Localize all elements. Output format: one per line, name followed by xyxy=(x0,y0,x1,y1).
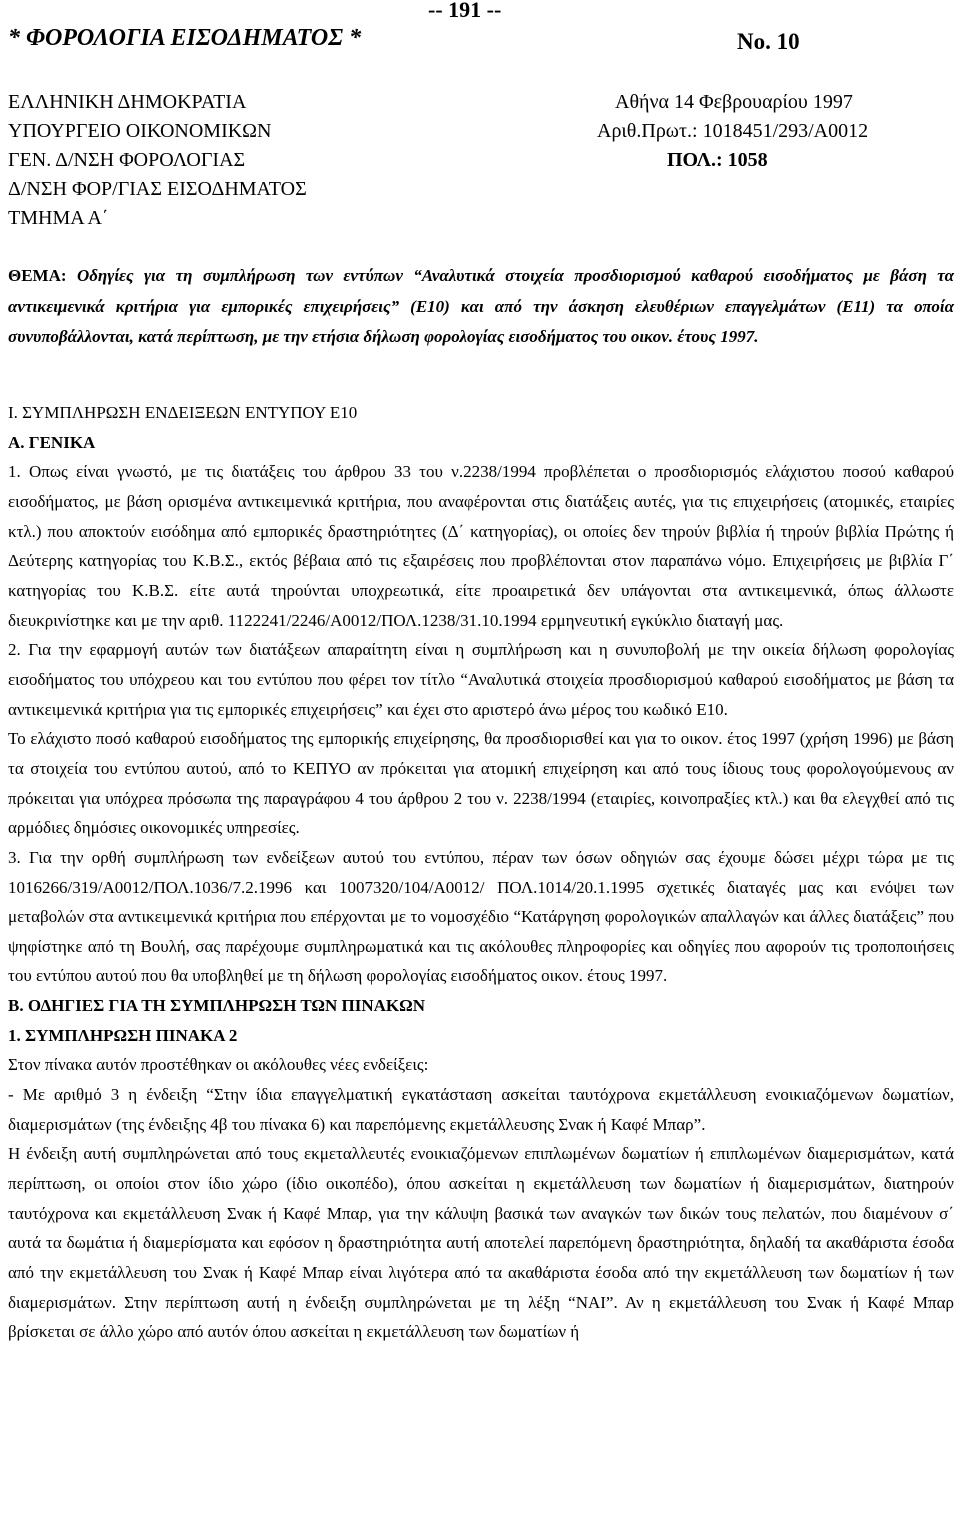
issuer-line: Δ/ΝΣΗ ΦΟΡ/ΓΙΑΣ ΕΙΣΟΔΗΜΑΤΟΣ xyxy=(8,178,307,200)
section-heading: 1. ΣΥΜΠΛΗΡΩΣΗ ΠΙΝΑΚΑ 2 xyxy=(8,1025,238,1045)
section-heading: Ι. ΣΥΜΠΛΗΡΩΣΗ ΕΝΔΕΙΞΕΩΝ ΕΝΤΥΠΟΥ Ε10 xyxy=(8,403,358,422)
page-number: -- 191 -- xyxy=(428,0,502,22)
series-title: * ΦΟΡΟΛΟΓΙΑ ΕΙΣΟΔΗΜΑΤΟΣ * xyxy=(8,25,362,51)
protocol-number: Αριθ.Πρωτ.: 1018451/293/Α0012 xyxy=(597,120,869,142)
subject-text: Οδηγίες για τη συμπλήρωση των εντύπων “Αναλυτικά στοιχεία προσδιορισμού καθαρού εισοδήματος με βάση τα αντικειμενικά κριτήρια για εμπορικές επιχειρήσεις” (Ε10) και από την άσκηση ελευθέριων επαγγελμάτων (Ε11) τα οποία συνυποβάλλονται, κατά περίπτωση, με την ετήσια δήλωση φορολογίας εισοδήματος του οικον. έτους 1997. xyxy=(8,266,954,347)
pol-number: ΠΟΛ.: 1058 xyxy=(667,149,768,171)
document-body xyxy=(8,398,954,1347)
paragraph: 2. Για την εφαρμογή αυτών των διατάξεων απαραίτητη είναι η συμπλήρωση και η συνυποβολή με την οικεία δήλωση φορολογίας εισοδήματος του υπόχρεου και του εντύπου που φέρει τον τίτλο “Αναλυτικά στοιχεία προσδιορισμού καθαρού εισοδήματος με βάση τα αντικειμενικά κριτήρια για τις εμπορικές επιχειρήσεις” και έχει στο αριστερό άνω μέρος του κωδικό Ε10. xyxy=(8,640,954,719)
issuer-line: ΕΛΛΗΝΙΚΗ ΔΗΜΟΚΡΑΤΙΑ xyxy=(8,91,247,113)
paragraph: Στον πίνακα αυτόν προστέθηκαν οι ακόλουθες νέες ενδείξεις: xyxy=(8,1055,429,1075)
paragraph: Η ένδειξη αυτή συμπληρώνεται από τους εκμεταλλευτές ενοικιαζόμενων επιπλωμένων δωματίων ή επιπλωμένων διαμερισμάτων, κατά περίπτωση, οι οποίοι στον ίδιο χώρο (ίδιο οικοπέδο), όπου ασκείται η εκμετάλλευση των δωματίων ή διαμερισμάτων, διατηρούν ταυτόχρονα και εκμετάλλευση Σνακ ή Καφέ Μπαρ, για την κάλυψη βασικά των αναγκών των δικών τους πελατών, που διαμένουν σ΄ αυτά τα δωμάτια ή διαμερίσματα και εφόσον η δραστηριότητα αυτή αποτελεί παρεπόμενη δραστηριότητα, δηλαδή τα ακαθάριστα έσοδα από την εκμετάλλευση του Σνακ ή Καφέ Μπαρ είναι λιγότερα από τα ακαθάριστα έσοδα από την εκμετάλλευση των δωματίων ή των διαμερισμάτων. Στην περίπτωση αυτή η ένδειξη συμπληρώνεται με τη λέξη “ΝΑΙ”. Αν η εκμετάλλευση του Σνακ ή Καφέ Μπαρ βρίσκεται σε άλλο χώρο από αυτόν όπου ασκείται η εκμετάλλευση των δωματίων ή xyxy=(8,1144,954,1342)
paragraph: 3. Για την ορθή συμπλήρωση των ενδείξεων αυτού του εντύπου, πέραν των όσων οδηγιών σας έχουμε δώσει μέχρι τώρα με τις 1016266/319/Α0012/ΠΟΛ.1036/7.2.1996 και 1007320/104/Α0012/ ΠΟΛ.1014/20.1.1995 σχετικές διαταγές μας και ενόψει των μεταβολών στα αντικειμενικά κριτήρια που επέρχονται με το νομοσχέδιο “Κατάργηση φορολογικών απαλλαγών και άλλες διατάξεις” που ψηφίστηκε από τη Βουλή, σας παρέχουμε συμπληρωματικά και τις ακόλουθες πληροφορίες και οδηγίες που αφορούν τις τροποποιήσεις του εντύπου αυτού που θα υποβληθεί με τη δήλωση φορολογίας εισοδήματος οικον. έτους 1997. xyxy=(8,847,954,986)
section-heading: Α. ΓΕΝΙΚΑ xyxy=(8,432,96,452)
subject-label: ΘΕΜΑ: xyxy=(8,266,67,285)
paragraph: 1. Οπως είναι γνωστό, με τις διατάξεις του άρθρου 33 του ν.2238/1994 προβλέπεται ο προσδιορισμός ελάχιστου ποσού καθαρού εισοδήματος, με βάση ορισμένα αντικειμενικά κριτήρια, που αναφέρονται στις διατάξεις αυτές, για τις επιχειρήσεις (ατομικές, εταιρίες κτλ.) που αποκτούν εισόδημα από εμπορικές δραστηριότητες (Δ΄ κατηγορίας), οι οποίες δεν τηρούν βιβλία ή τηρούν βιβλία Πρώτης ή Δεύτερης κατηγορίας του Κ.Β.Σ., εκτός βέβαια από τις εξαιρέσεις που προβλέπονται στον παραπάνω νόμο. Επιχειρήσεις με βιβλία Γ΄ κατηγορίας του Κ.Β.Σ. είτε αυτά τηρούνται υποχρεωτικά, είτε προαιρετικά δεν υπάγονται στα αντικειμενικά, όπως άλλωστε διευκρινίστηκε και με την αριθ. 1122241/2246/Α0012/ΠΟΛ.1238/31.10.1994 ερμηνευτική εγκύκλιο διαταγή μας. xyxy=(8,462,954,630)
issuer-line: ΓΕΝ. Δ/ΝΣΗ ΦΟΡΟΛΟΓΙΑΣ xyxy=(8,149,246,171)
issuer-line: ΤΜΗΜΑ Α΄ xyxy=(8,207,109,229)
subject-paragraph xyxy=(8,261,954,353)
paragraph: - Με αριθμό 3 η ένδειξη “Στην ίδια επαγγελματική εγκατάσταση ασκείται ταυτόχρονα εκμετάλλευση ενοικιαζόμενων δωματίων, διαμερισμάτων (της ένδειξης 4β του πίνακα 6) και παρεπόμενης εκμετάλλευσης Σνακ ή Καφέ Μπαρ”. xyxy=(8,1085,954,1134)
issuer-line: ΥΠΟΥΡΓΕΙΟ ΟΙΚΟΝΟΜΙΚΩΝ xyxy=(8,120,272,142)
document-date: Αθήνα 14 Φεβρουαρίου 1997 xyxy=(615,91,853,113)
issuer-block xyxy=(8,88,307,233)
section-heading: Β. ΟΔΗΓΙΕΣ ΓΙΑ ΤΗ ΣΥΜΠΛΗΡΩΣΗ ΤΩΝ ΠΙΝΑΚΩΝ xyxy=(8,996,426,1016)
paragraph: Το ελάχιστο ποσό καθαρού εισοδήματος της εμπορικής επιχείρησης, θα προσδιορισθεί και για το οικον. έτος 1997 (χρήση 1996) με βάση τα στοιχεία του εντύπου αυτού, από το ΚΕΠΥΟ αν πρόκειται για ατομική επιχείρηση και από τους ίδιους τους φορολογούμενους αν πρόκειται για υπόχρεα πρόσωπα της παραγράφου 4 του άρθρου 2 του ν. 2238/1994 (εταιρίες, κοινοπραξίες κτλ.) και θα ελεγχθεί από τις αρμόδιες δημόσιες οικονομικές υπηρεσίες. xyxy=(8,729,954,838)
reference-block xyxy=(597,88,868,175)
series-number: Νο. 10 xyxy=(737,29,800,54)
